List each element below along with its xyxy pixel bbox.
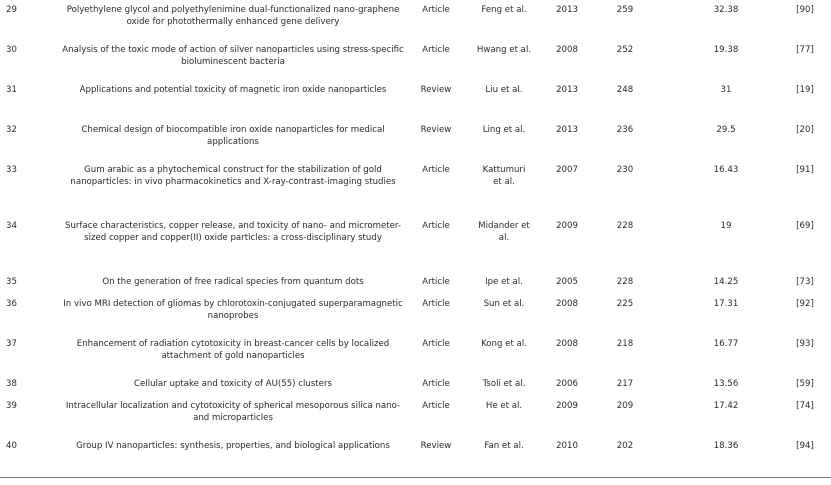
authors-cell: Tsoli et al. xyxy=(482,379,526,389)
type-cell: Article xyxy=(422,5,450,15)
avg-citations-cell: 14.25 xyxy=(713,277,739,287)
authors-cell: Ling et al. xyxy=(482,125,526,135)
authors-cell: He et al. xyxy=(485,401,523,411)
year-cell: 2013 xyxy=(556,125,578,135)
reference-cell: [94] xyxy=(796,441,814,451)
year-cell: 2008 xyxy=(556,45,578,55)
title-cell: In vivo MRI detection of gliomas by chlorotoxin-conjugated superparamagnetic nanoprobes xyxy=(63,299,403,321)
citations-cell: 202 xyxy=(616,441,634,451)
rank-cell: 39 xyxy=(6,401,17,411)
authors-cell: Kong et al. xyxy=(481,339,527,349)
title-cell: On the generation of free radical species from quantum dots xyxy=(102,277,364,287)
citations-cell: 259 xyxy=(616,5,634,15)
avg-citations-cell: 19 xyxy=(720,221,732,231)
rank-cell: 36 xyxy=(6,299,17,309)
avg-citations-cell: 18.36 xyxy=(713,441,739,451)
title-cell: Polyethylene glycol and polyethylenimine dual-functionalized nano-graphene oxide for photothermally enhanced gene delivery xyxy=(66,5,400,27)
rank-cell: 35 xyxy=(6,277,17,287)
rank-cell: 31 xyxy=(6,85,17,95)
citations-cell: 236 xyxy=(616,125,634,135)
avg-citations-cell: 29.5 xyxy=(716,125,736,135)
citations-cell: 252 xyxy=(616,45,634,55)
authors-cell: Liu et al. xyxy=(485,85,523,95)
reference-cell: [19] xyxy=(796,85,814,95)
avg-citations-cell: 32.38 xyxy=(713,5,739,15)
reference-cell: [59] xyxy=(796,379,814,389)
type-cell: Article xyxy=(422,277,450,287)
reference-cell: [77] xyxy=(796,45,814,55)
year-cell: 2009 xyxy=(556,221,578,231)
type-cell: Article xyxy=(422,299,450,309)
type-cell: Article xyxy=(422,339,450,349)
reference-cell: [90] xyxy=(796,5,814,15)
authors-cell: Feng et al. xyxy=(481,5,527,15)
reference-cell: [92] xyxy=(796,299,814,309)
reference-cell: [74] xyxy=(796,401,814,411)
authors-cell: Sun et al. xyxy=(483,299,525,309)
avg-citations-cell: 19.38 xyxy=(713,45,739,55)
rank-cell: 37 xyxy=(6,339,17,349)
avg-citations-cell: 16.43 xyxy=(713,165,739,175)
year-cell: 2006 xyxy=(556,379,578,389)
authors-cell: Kattumuri et al. xyxy=(482,165,526,187)
reference-cell: [93] xyxy=(796,339,814,349)
title-cell: Gum arabic as a phytochemical construct for the stabilization of gold nanoparticles: in vivo pharmacokinetics and X-ray-contrast-imaging studies xyxy=(70,165,396,187)
authors-cell: Midander et al. xyxy=(478,221,530,243)
type-cell: Article xyxy=(422,379,450,389)
title-cell: Surface characteristics, copper release, and toxicity of nano- and micrometer-sized copper and copper(II) oxide particles: a cross-disciplinary study xyxy=(65,221,401,243)
year-cell: 2005 xyxy=(556,277,578,287)
year-cell: 2007 xyxy=(556,165,578,175)
type-cell: Review xyxy=(420,441,452,451)
title-cell: Group IV nanoparticles: synthesis, properties, and biological applications xyxy=(76,441,390,451)
avg-citations-cell: 17.31 xyxy=(713,299,739,309)
citations-cell: 228 xyxy=(616,221,634,231)
authors-cell: Fan et al. xyxy=(484,441,524,451)
reference-cell: [73] xyxy=(796,277,814,287)
year-cell: 2009 xyxy=(556,401,578,411)
citations-cell: 225 xyxy=(616,299,634,309)
rank-cell: 33 xyxy=(6,165,17,175)
citations-cell: 218 xyxy=(616,339,634,349)
authors-cell: Ipe et al. xyxy=(485,277,523,287)
year-cell: 2013 xyxy=(556,85,578,95)
citations-cell: 248 xyxy=(616,85,634,95)
citations-cell: 230 xyxy=(616,165,634,175)
type-cell: Article xyxy=(422,45,450,55)
rank-cell: 34 xyxy=(6,221,17,231)
avg-citations-cell: 16.77 xyxy=(713,339,739,349)
rank-cell: 30 xyxy=(6,45,17,55)
avg-citations-cell: 31 xyxy=(720,85,732,95)
year-cell: 2008 xyxy=(556,339,578,349)
citations-cell: 228 xyxy=(616,277,634,287)
title-cell: Cellular uptake and toxicity of AU(55) clusters xyxy=(134,379,332,389)
reference-cell: [20] xyxy=(796,125,814,135)
citations-cell: 217 xyxy=(616,379,634,389)
authors-cell: Hwang et al. xyxy=(476,45,532,55)
rank-cell: 38 xyxy=(6,379,17,389)
rank-cell: 29 xyxy=(6,5,17,15)
type-cell: Article xyxy=(422,221,450,231)
avg-citations-cell: 13.56 xyxy=(713,379,739,389)
citations-cell: 209 xyxy=(616,401,634,411)
type-cell: Review xyxy=(420,125,452,135)
type-cell: Review xyxy=(420,85,452,95)
type-cell: Article xyxy=(422,165,450,175)
title-cell: Enhancement of radiation cytotoxicity in breast-cancer cells by localized attachment of gold nanoparticles xyxy=(76,339,390,361)
table-bottom-rule xyxy=(0,477,831,478)
rank-cell: 40 xyxy=(6,441,17,451)
title-cell: Chemical design of biocompatible iron oxide nanoparticles for medical applications xyxy=(81,125,385,147)
avg-citations-cell: 17.42 xyxy=(713,401,739,411)
year-cell: 2013 xyxy=(556,5,578,15)
rank-cell: 32 xyxy=(6,125,17,135)
year-cell: 2010 xyxy=(556,441,578,451)
reference-cell: [69] xyxy=(796,221,814,231)
reference-cell: [91] xyxy=(796,165,814,175)
title-cell: Intracellular localization and cytotoxicity of spherical mesoporous silica nano- and microparticles xyxy=(65,401,401,423)
type-cell: Article xyxy=(422,401,450,411)
title-cell: Applications and potential toxicity of magnetic iron oxide nanoparticles xyxy=(79,85,387,95)
year-cell: 2008 xyxy=(556,299,578,309)
title-cell: Analysis of the toxic mode of action of silver nanoparticles using stress-specific bioluminescent bacteria xyxy=(62,45,404,67)
